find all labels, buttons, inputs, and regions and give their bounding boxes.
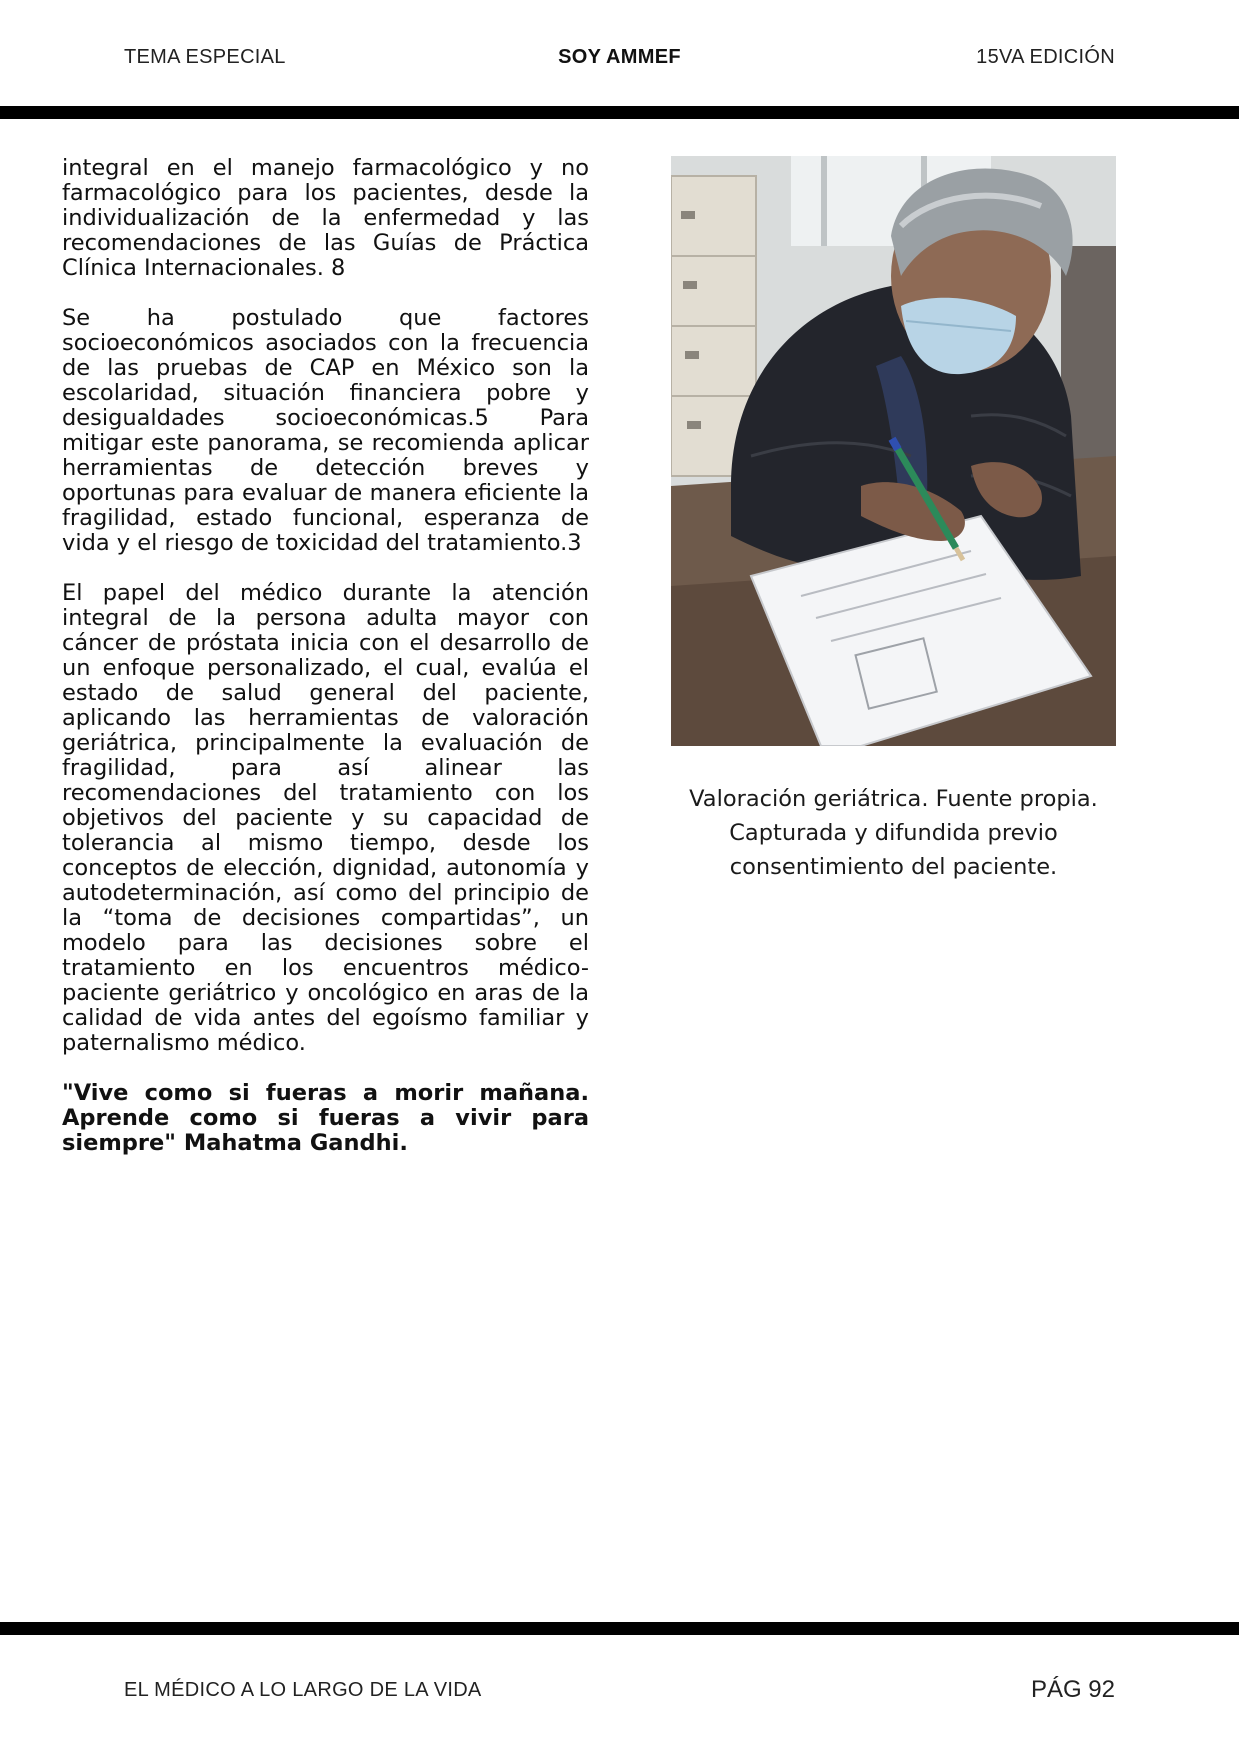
edition-label: 15VA EDICIÓN xyxy=(976,46,1115,68)
footer-section-title: EL MÉDICO A LO LARGO DE LA VIDA xyxy=(124,1679,482,1701)
footer-divider xyxy=(0,1622,1239,1635)
closing-quote: "Vive como si fueras a morir mañana. Aprende como si fueras a vivir para siempre" Mahatma Gandhi. xyxy=(62,1080,589,1156)
article-body xyxy=(62,156,589,1181)
header-divider xyxy=(0,106,1239,119)
article-paragraph: Se ha postulado que factores socioeconómicos asociados con la frecuencia de las pruebas de CAP en México son la escolaridad, situación financiera pobre y desigualdades socioeconómicas.5 Para mitigar este panorama, se recomienda aplicar herramientas de detección breves y oportunas para evaluar de manera eficiente la fragilidad, estado funcional, esperanza de vida y el riesgo de toxicidad del tratamiento.3 xyxy=(62,305,589,556)
magazine-title: SOY AMMEF xyxy=(558,46,681,68)
patient-photo xyxy=(671,156,1116,746)
page-header xyxy=(0,0,1239,106)
caption-line: Capturada y difundida previo xyxy=(729,820,1058,846)
caption-line: consentimiento del paciente. xyxy=(729,854,1058,880)
article-paragraph: integral en el manejo farmacológico y no farmacológico para los pacientes, desde la individualización de la enfermedad y las recomendaciones de las Guías de Práctica Clínica Internacionales. 8 xyxy=(62,155,589,281)
page-number: PÁG 92 xyxy=(1030,1676,1115,1703)
section-label: TEMA ESPECIAL xyxy=(124,46,286,68)
article-paragraph: El papel del médico durante la atención integral de la persona adulta mayor con cáncer de próstata inicia con el desarrollo de un enfoque personalizado, el cual, evalúa el estado de salud general del paciente, aplicando las herramientas de valoración geriátrica, principalmente la evaluación de fragilidad, para así alinear las recomendaciones del tratamiento con los objetivos del paciente y su capacidad de tolerancia al mismo tiempo, desde los conceptos de elección, dignidad, autonomía y autodeterminación, así como del principio de la “toma de decisiones compartidas”, un modelo para las decisiones sobre el tratamiento en los encuentros médico-paciente geriátrico y oncológico en aras de la calidad de vida antes del egoísmo familiar y paternalismo médico. xyxy=(62,580,589,1056)
photo-caption xyxy=(660,782,1127,884)
caption-line: Valoración geriátrica. Fuente propia. xyxy=(689,786,1098,812)
